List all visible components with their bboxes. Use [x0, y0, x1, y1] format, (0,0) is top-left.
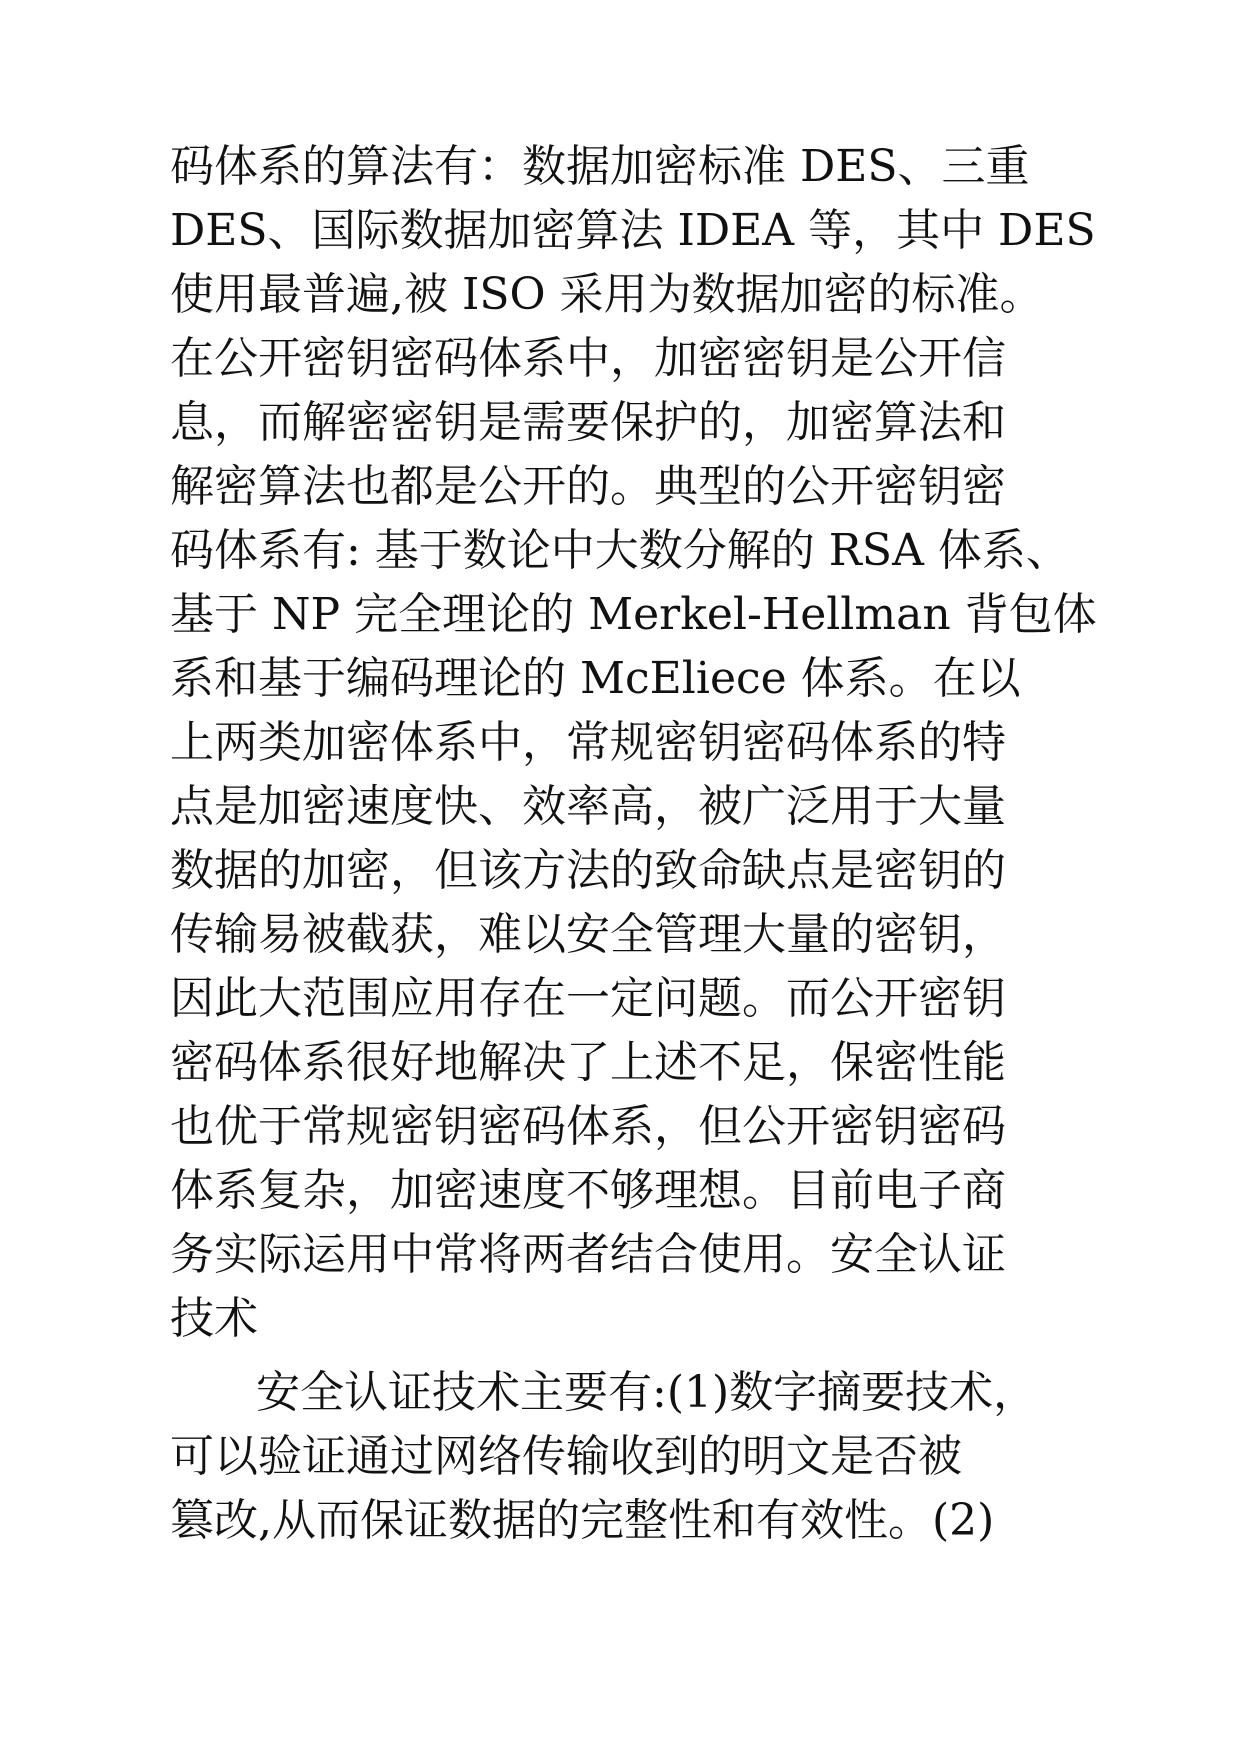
text-line: 基于 NP 完全理论的 Merkel-Hellman 背包体: [170, 589, 1097, 640]
text-line: 技术: [170, 1293, 258, 1344]
text-line: 息，而解密密钥是需要保护的，加密算法和: [170, 397, 1006, 448]
body-text: [170, 135, 1097, 1553]
text-line: 码体系的算法有：数据加密标准 DES、三重: [170, 141, 1030, 192]
text-line: 传输易被截获，难以安全管理大量的密钥，: [170, 909, 1006, 960]
text-line: 也优于常规密钥密码体系，但公开密钥密码: [170, 1101, 1006, 1152]
paragraph-gap: [170, 1351, 970, 1361]
text-line: 因此大范围应用存在一定问题。而公开密钥: [170, 973, 1006, 1024]
text-line: 体系复杂，加密速度不够理想。目前电子商: [170, 1165, 1006, 1216]
text-line: 使用最普遍,被 ISO 采用为数据加密的标准。: [170, 269, 1044, 320]
text-line: 可以验证通过网络传输收到的明文是否被: [170, 1431, 962, 1482]
text-line: 密码体系很好地解决了上述不足，保密性能: [170, 1037, 1006, 1088]
text-line: 篡改,从而保证数据的完整性和有效性。(2): [170, 1495, 995, 1546]
text-line: 上两类加密体系中，常规密钥密码体系的特: [170, 717, 1006, 768]
text-line: DES、国际数据加密算法 IDEA 等，其中 DES: [170, 205, 1096, 256]
text-line: 解密算法也都是公开的。典型的公开密钥密: [170, 461, 1006, 512]
text-line: 数据的加密，但该方法的致命缺点是密钥的: [170, 845, 1006, 896]
text-line: 安全认证技术主要有:(1)数字摘要技术，: [256, 1367, 1038, 1418]
text-line: 在公开密钥密码体系中，加密密钥是公开信: [170, 333, 1006, 384]
text-line: 点是加密速度快、效率高，被广泛用于大量: [170, 781, 1006, 832]
text-line: 务实际运用中常将两者结合使用。安全认证: [170, 1229, 1006, 1280]
text-line: 码体系有: 基于数论中大数分解的 RSA 体系、: [170, 525, 1070, 576]
text-line: 系和基于编码理论的 McEliece 体系。在以: [170, 653, 1021, 704]
